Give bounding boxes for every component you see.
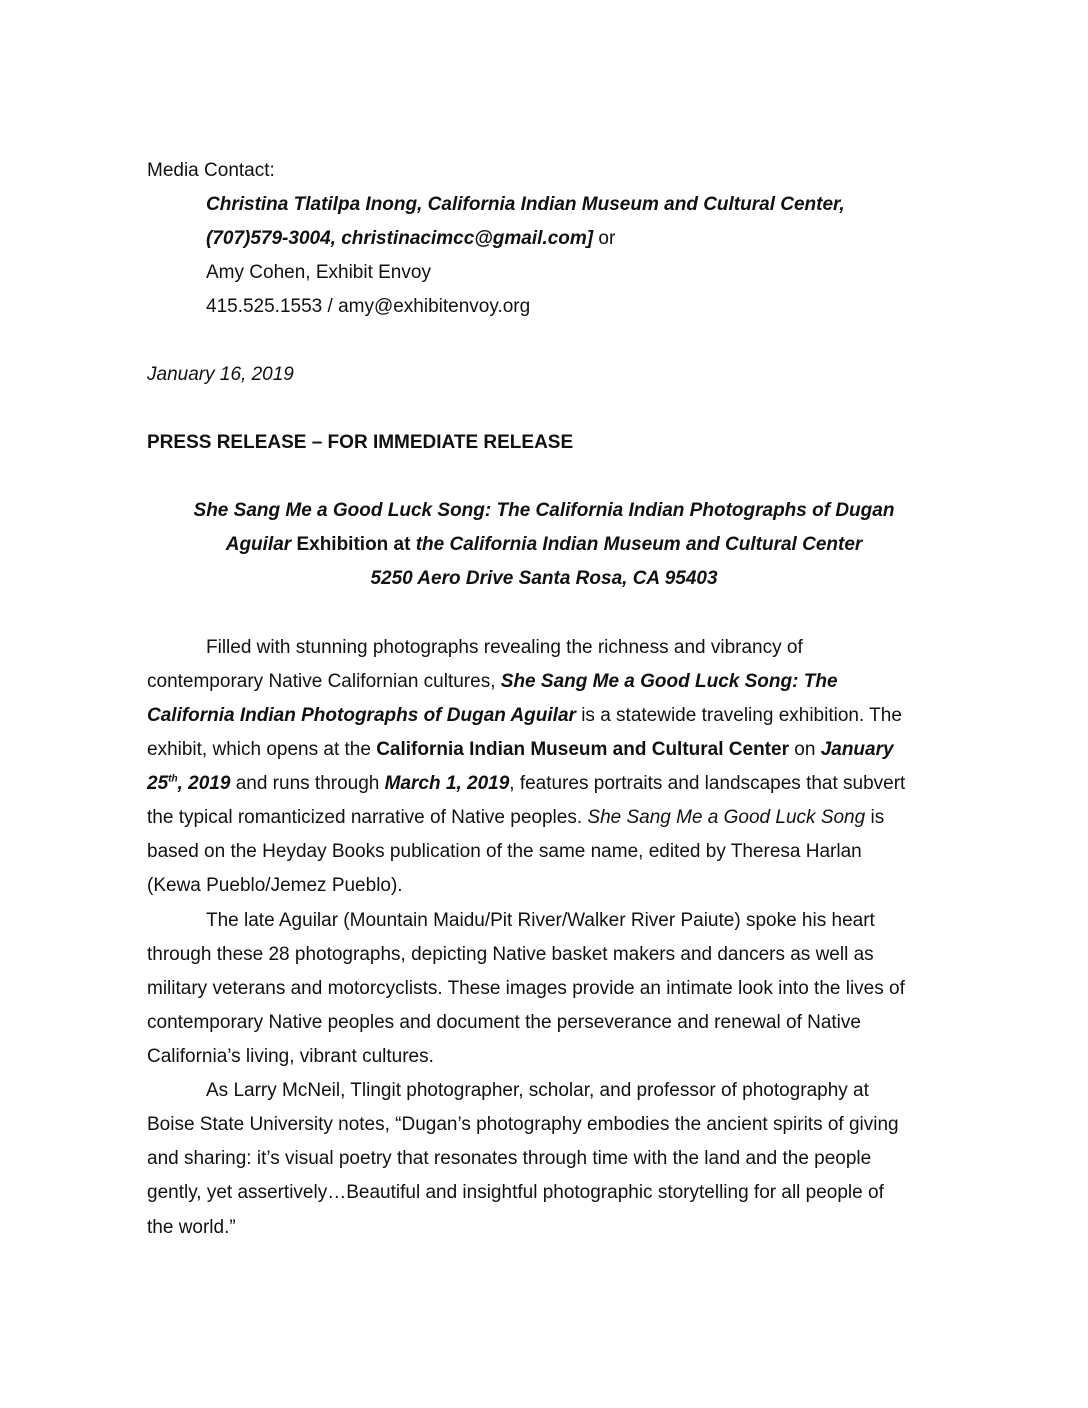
text-run-bold-italic: California Indian Photographs of Dugan Aguilar xyxy=(147,705,576,726)
paragraph-3-line-2: Boise State University notes, “Dugan’s photography embodies the ancient spirits of giving xyxy=(147,1114,899,1135)
paragraph-2-line-1: The late Aguilar (Mountain Maidu/Pit River/Walker River Paiute) spoke his heart xyxy=(206,910,875,931)
contact-phone-email-line xyxy=(206,228,615,250)
text-run: contemporary Native Californian cultures, xyxy=(147,671,501,692)
press-release-heading: PRESS RELEASE – FOR IMMEDIATE RELEASE xyxy=(147,432,574,453)
text-run-bold-italic: , 2019 xyxy=(177,773,231,794)
paragraph-2-line-2: through these 28 photographs, depicting Native basket makers and dancers as well as xyxy=(147,944,874,965)
contact-secondary-line: Amy Cohen, Exhibit Envoy xyxy=(206,262,431,283)
paragraph-1-line-3 xyxy=(147,705,902,727)
release-date: January 16, 2019 xyxy=(147,364,294,385)
text-run: is xyxy=(865,807,885,828)
title-venue: the California Indian Museum and Cultural Center xyxy=(415,534,863,555)
title-exhibition-at: Exhibition at xyxy=(291,534,416,555)
title-aguilar: Aguilar xyxy=(225,534,292,555)
media-contact-heading: Media Contact: xyxy=(147,160,275,181)
contact-phone-email: (707)579-3004, christinacimcc@gmail.com] xyxy=(206,228,594,249)
text-run: and runs through xyxy=(230,773,385,794)
superscript: th xyxy=(168,773,178,785)
paragraph-3-line-1: As Larry McNeil, Tlingit photographer, scholar, and professor of photography at xyxy=(206,1080,869,1101)
text-run: , features portraits and landscapes that subvert xyxy=(509,773,906,794)
paragraph-1-line-5 xyxy=(147,773,905,795)
paragraph-3-line-4: gently, yet assertively…Beautiful and insightful photographic storytelling for all people of xyxy=(147,1182,884,1203)
paragraph-3-line-5: the world.” xyxy=(147,1217,236,1238)
text-run-bold-italic: 25 xyxy=(147,773,169,794)
text-run: exhibit, which opens at the xyxy=(147,739,377,760)
text-run: is a statewide traveling exhibition. The xyxy=(575,705,902,726)
contact-secondary-phone-email: 415.525.1553 / amy@exhibitenvoy.org xyxy=(206,296,531,317)
paragraph-2-line-5: California’s living, vibrant cultures. xyxy=(147,1046,434,1067)
exhibition-title-line-1: She Sang Me a Good Luck Song: The California Indian Photographs of Dugan xyxy=(193,500,895,521)
text-run: the typical romanticized narrative of Native peoples. xyxy=(147,807,588,828)
paragraph-1-line-2 xyxy=(147,671,838,693)
text-run-bold-italic: She Sang Me a Good Luck Song: The xyxy=(500,671,838,692)
contact-primary-line: Christina Tlatilpa Inong, California Indian Museum and Cultural Center, xyxy=(206,194,845,215)
exhibition-title-line-2 xyxy=(0,534,1088,556)
paragraph-1-line-8: (Kewa Pueblo/Jemez Pueblo). xyxy=(147,875,403,896)
paragraph-2-line-4: contemporary Native peoples and document the perseverance and renewal of Native xyxy=(147,1012,861,1033)
paragraph-1-line-6 xyxy=(147,807,884,829)
text-run: on xyxy=(788,739,821,760)
text-run-bold-italic: March 1, 2019 xyxy=(384,773,510,794)
paragraph-3-line-3: and sharing: it’s visual poetry that resonates through time with the land and the people xyxy=(147,1148,872,1169)
paragraph-2-line-3: military veterans and motorcyclists. These images provide an intimate look into the lives of xyxy=(147,978,905,999)
paragraph-1-line-7: based on the Heyday Books publication of the same name, edited by Theresa Harlan xyxy=(147,841,862,862)
text-run-bold: California Indian Museum and Cultural Center xyxy=(376,739,789,760)
contact-or: or xyxy=(593,228,616,249)
text-run-italic: She Sang Me a Good Luck Song xyxy=(587,807,866,828)
paragraph-1-line-1: Filled with stunning photographs revealing the richness and vibrancy of xyxy=(206,637,803,658)
paragraph-1-line-4 xyxy=(147,739,894,761)
text-run-bold-italic: January xyxy=(820,739,894,760)
exhibition-address: 5250 Aero Drive Santa Rosa, CA 95403 xyxy=(370,568,718,589)
